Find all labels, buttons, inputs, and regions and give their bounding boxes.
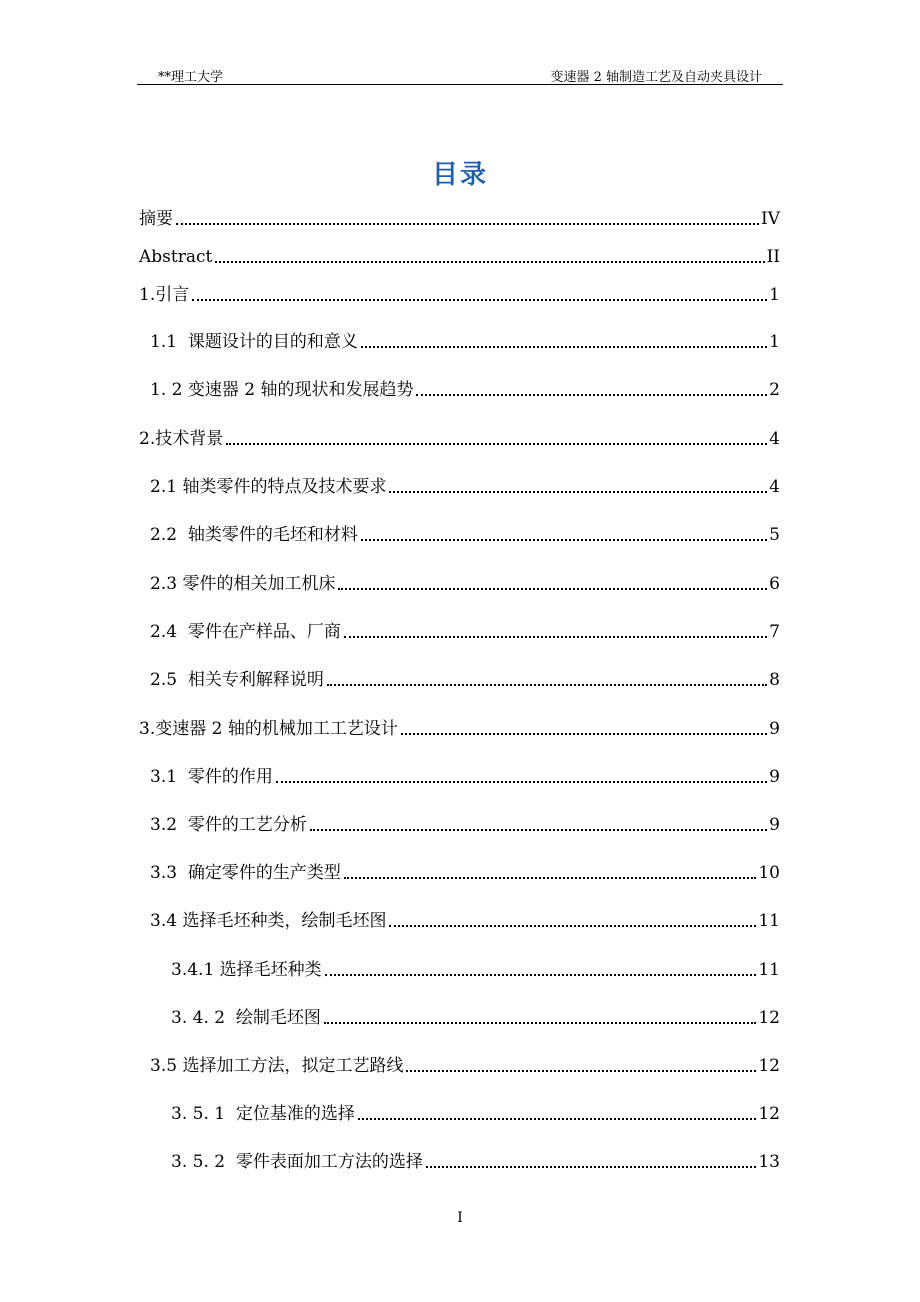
toc-entry-page: 1 [769,285,780,305]
toc-leader [358,1117,756,1120]
toc-entry[interactable] [150,909,780,933]
toc-entry-label: 1.引言 [139,285,190,305]
toc-entry[interactable] [150,523,780,547]
toc-entry-page: 4 [769,429,780,449]
toc-entry-page: 12 [758,1008,780,1028]
toc-entry-page: 13 [758,1152,780,1172]
toc-leader [426,1165,756,1168]
toc-entry[interactable] [139,283,780,307]
page-number: I [457,1210,463,1226]
toc-leader [215,260,764,263]
toc-entry-label: 2.技术背景 [139,429,224,449]
toc-entry[interactable] [150,572,780,596]
toc-title: 目录 [431,160,488,190]
toc-leader [344,876,757,879]
header-institution: **理工大学 [158,70,224,85]
toc-entry[interactable] [150,475,780,499]
toc-entry[interactable] [139,207,780,231]
toc-entry-label: 1.1 课题设计的目的和意义 [150,332,358,352]
toc-entry-page: 12 [758,1056,780,1076]
toc-leader [338,587,767,590]
toc-entry[interactable] [139,245,780,269]
toc-entry-page: 1 [769,332,780,352]
toc-entry-label: 2.3 零件的相关加工机床 [150,574,336,594]
toc-entry-label: 3. 5. 2 零件表面加工方法的选择 [171,1152,423,1172]
toc-entry[interactable] [150,765,780,789]
toc-entry-label: 3.2 零件的工艺分析 [150,815,307,835]
toc-entry-label: 3.5 选择加工方法，拟定工艺路线 [150,1056,404,1076]
toc-leader [325,973,757,976]
toc-entry-label: 2.4 零件在产样品、厂商 [150,622,341,642]
toc-entry-page: 7 [769,622,780,642]
toc-entry-page: 11 [758,960,780,980]
toc-entry[interactable] [150,813,780,837]
toc-entry-label: 摘要 [139,209,173,229]
toc-leader [416,393,767,396]
toc-leader [361,538,767,541]
toc-entry-page: 5 [769,525,780,545]
toc-entry-page: 9 [769,815,780,835]
toc-entry[interactable] [171,1102,780,1126]
toc-leader [401,732,767,735]
toc-entry-page: 11 [758,911,780,931]
toc-leader [406,1069,756,1072]
toc-leader [389,924,756,927]
toc-entry-label: Abstract [139,247,213,267]
toc-entry-label: 3.4.1 选择毛坯种类 [171,960,322,980]
toc-entry[interactable] [150,378,780,402]
toc-entry[interactable] [150,668,780,692]
toc-entry-page: II [766,247,780,267]
toc-entry-page: 12 [758,1104,780,1124]
toc-entry-page: IV [761,209,780,229]
header-divider [137,84,783,85]
toc-entry[interactable] [171,1150,780,1174]
toc-entry[interactable] [150,330,780,354]
toc-leader [327,683,767,686]
toc-entry-label: 3.4 选择毛坯种类，绘制毛坯图 [150,911,387,931]
toc-entry-page: 4 [769,477,780,497]
toc-leader [276,780,767,783]
toc-entry[interactable] [150,861,780,885]
toc-leader [361,345,767,348]
toc-leader [389,490,767,493]
toc-entry-page: 10 [758,863,780,883]
toc-entry-page: 6 [769,574,780,594]
toc-entry-label: 2.5 相关专利解释说明 [150,670,324,690]
toc-leader [310,828,767,831]
toc-entry-page: 9 [769,767,780,787]
toc-entry-label: 2.2 轴类零件的毛坯和材料 [150,525,358,545]
toc-entry-page: 2 [769,380,780,400]
toc-entry-label: 3. 5. 1 定位基准的选择 [171,1104,355,1124]
toc-entry-label: 2.1 轴类零件的特点及技术要求 [150,477,387,497]
toc-entry-label: 1. 2 变速器 2 轴的现状和发展趋势 [150,380,414,400]
toc-entry-label: 3.1 零件的作用 [150,767,273,787]
toc-entry[interactable] [150,620,780,644]
header-document-title: 变速器 2 轴制造工艺及自动夹具设计 [550,70,762,85]
toc-leader [344,635,767,638]
toc-entry[interactable] [171,958,780,982]
toc-entry-page: 8 [769,670,780,690]
toc-leader [192,298,767,301]
toc-entry-page: 9 [769,719,780,739]
toc-entry-label: 3.变速器 2 轴的机械加工工艺设计 [139,719,398,739]
toc-entry[interactable] [171,1006,780,1030]
toc-entry-label: 3.3 确定零件的生产类型 [150,863,341,883]
toc-entry[interactable] [150,1054,780,1078]
toc-entry-label: 3. 4. 2 绘制毛坯图 [171,1008,321,1028]
toc-leader [226,442,767,445]
toc-entry[interactable] [139,427,780,451]
toc-leader [176,222,759,225]
toc-entry[interactable] [139,717,780,741]
toc-leader [324,1021,756,1024]
